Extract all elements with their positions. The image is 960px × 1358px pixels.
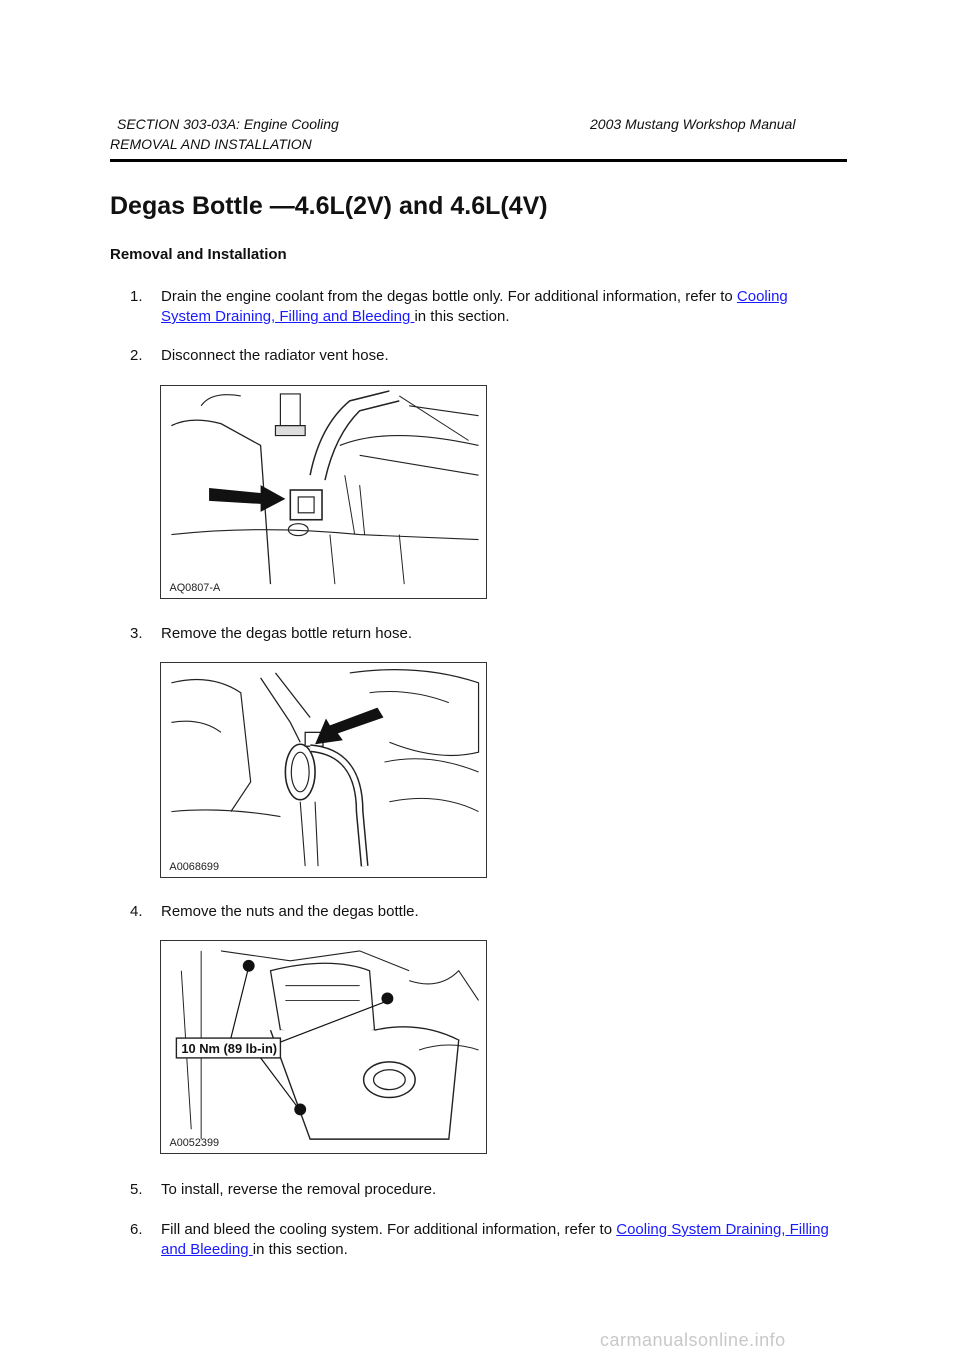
arrow-icon (315, 708, 383, 745)
figure-id: A0052399 (169, 1137, 220, 1150)
step-text: Drain the engine coolant from the degas bottle only. For additional information, refer to Cooling System Draining, Filling and Bleeding in this section. (161, 288, 788, 325)
section-header: SECTION 303-03A: Engine Cooling (117, 116, 339, 132)
figure-return-hose (160, 662, 487, 878)
page-title: Degas Bottle —4.6L(2V) and 4.6L(4V) (110, 192, 548, 220)
figure-id: A0068699 (169, 861, 220, 874)
manual-title: 2003 Mustang Workshop Manual (590, 116, 796, 132)
watermark: carmanualsonline.info (600, 1330, 786, 1350)
return-hose-illustration (161, 663, 486, 877)
step-number: 4. (130, 903, 143, 920)
figure-id: AQ0807-A (169, 582, 221, 595)
degas-bottle-illustration (161, 941, 486, 1153)
torque-callout: 10 Nm (89 lb-in) (181, 1040, 278, 1056)
section-subtitle: Removal and Installation (110, 246, 287, 263)
cooling-system-link[interactable]: Cooling System Draining, Filling and Bleeding (161, 288, 788, 325)
step-text: Disconnect the radiator vent hose. (161, 347, 389, 364)
category-header: REMOVAL AND INSTALLATION (110, 136, 312, 152)
step-text: To install, reverse the removal procedure. (161, 1181, 437, 1198)
step-number: 6. (130, 1221, 143, 1238)
step-text: Fill and bleed the cooling system. For additional information, refer to Cooling System Draining, Filling and Bleeding in this section. (161, 1221, 829, 1258)
step-number: 5. (130, 1181, 143, 1198)
cooling-system-link[interactable]: Cooling System Draining, Filling and Bleeding (161, 1221, 829, 1258)
step-number: 3. (130, 625, 143, 642)
step-text: Remove the nuts and the degas bottle. (161, 903, 419, 920)
figure-degas-bottle (160, 940, 487, 1154)
figure-vent-hose (160, 385, 487, 599)
step-number: 1. (130, 288, 143, 305)
header-divider (110, 159, 847, 162)
vent-hose-illustration (161, 386, 486, 598)
step-text: Remove the degas bottle return hose. (161, 625, 412, 642)
step-number: 2. (130, 347, 143, 364)
arrow-icon (209, 485, 285, 512)
